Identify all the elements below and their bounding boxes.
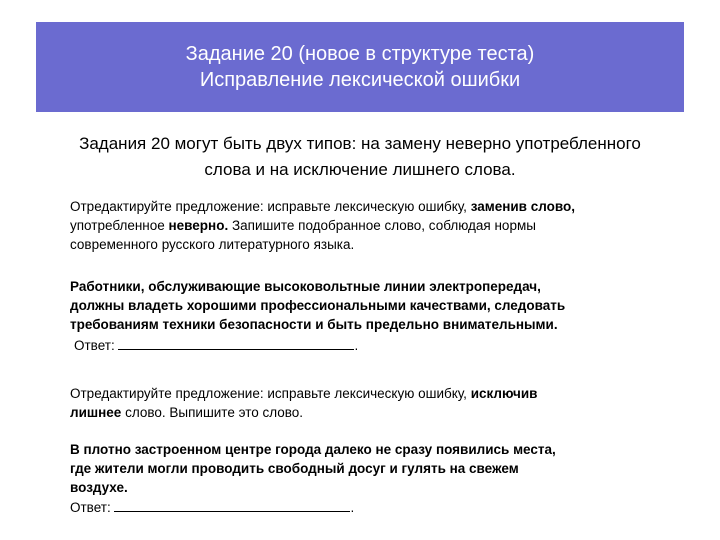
title-banner <box>36 22 684 112</box>
intro-text <box>36 131 684 183</box>
task-2-emphasis: исключив <box>470 386 538 401</box>
title-line-1: Задание 20 (новое в структуре теста) <box>185 43 535 65</box>
task-1-emphasis: заменив слово, <box>470 199 575 214</box>
sentence-1-line: Работники, обслуживающие высоковольтные линии электропередач, <box>70 279 541 294</box>
answer-1-label: Ответ: <box>74 338 119 353</box>
intro-line-1: Задания 20 могут быть двух типов: на замену неверно употребленного <box>79 134 641 153</box>
answer-2 <box>70 498 690 517</box>
answer-1 <box>74 336 694 355</box>
sentence-1-line: требованиям техники безопасности и быть предельно внимательными. <box>70 317 558 332</box>
sentence-1 <box>70 277 690 334</box>
answer-1-end: . <box>354 338 359 353</box>
task-1-text: употребленное <box>70 218 169 233</box>
sentence-1-line: должны владеть хорошими профессиональными качествами, следовать <box>70 298 566 313</box>
sentence-2-line: где жители могли проводить свободный досуг и гулять на свежем <box>70 461 519 476</box>
task-1-emphasis: неверно. <box>168 218 229 233</box>
intro-line-2: слова и на исключение лишнего слова. <box>204 160 516 179</box>
sentence-2-line: В плотно застроенном центре города далеко не сразу появились места, <box>70 442 556 457</box>
task-1-text: Запишите подобранное слово, соблюдая нормы <box>228 218 536 233</box>
task-1-text: Отредактируйте предложение: исправьте лексическую ошибку, <box>70 199 471 214</box>
sentence-2 <box>70 440 690 497</box>
answer-2-blank[interactable] <box>114 499 350 512</box>
answer-1-blank[interactable] <box>118 337 354 350</box>
sentence-2-line: воздухе. <box>70 480 128 495</box>
answer-2-end: . <box>350 500 355 515</box>
task-2-text: Отредактируйте предложение: исправьте лексическую ошибку, <box>70 386 471 401</box>
task-2-emphasis: лишнее <box>70 405 122 420</box>
task-1-instructions <box>70 197 690 254</box>
title-line-2: Исправление лексической ошибки <box>199 69 521 91</box>
task-2-text: слово. Выпишите это слово. <box>121 405 304 420</box>
task-1-text: современного русского литературного языка. <box>70 237 355 252</box>
answer-2-label: Ответ: <box>70 500 115 515</box>
task-2-instructions <box>70 384 690 422</box>
